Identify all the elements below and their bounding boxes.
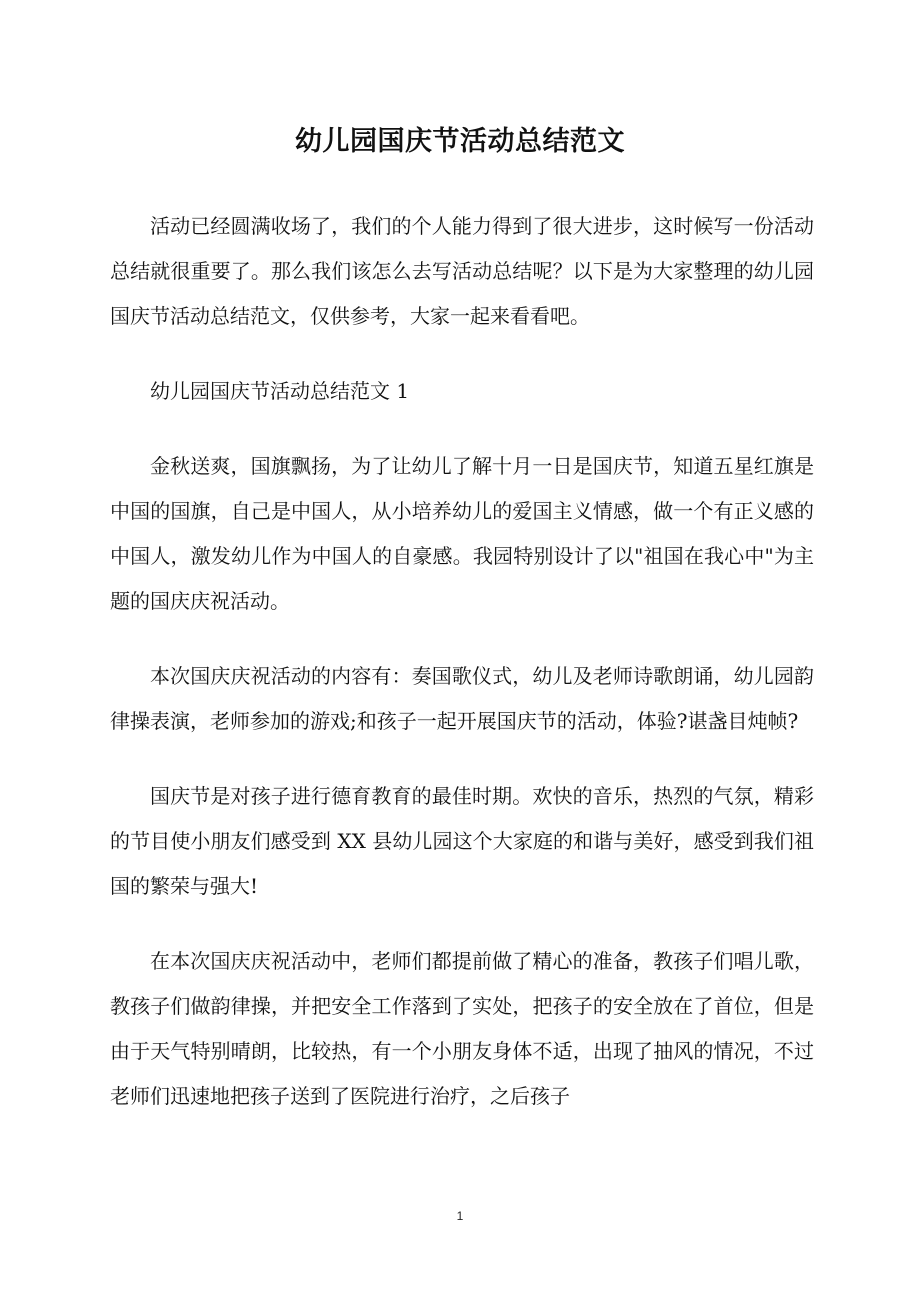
document-title: 幼儿园国庆节活动总结范文 bbox=[295, 126, 625, 157]
body-paragraph: 在本次国庆庆祝活动中，老师们都提前做了精心的准备，教孩子们唱儿歌，教孩子们做韵律操，并把安全工作落到了实处，把孩子的安全放在了首位，但是由于天气特别晴朗，比较热，有一个小朋友身体不适，出现了抽风的情况，不过老师们迅速地把孩子送到了医院进行治疗，之后孩子 bbox=[110, 949, 814, 1108]
intro-paragraph: 活动已经圆满收场了，我们的个人能力得到了很大进步，这时候写一份活动总结就很重要了。那么我们该怎么去写活动总结呢？以下是为大家整理的幼儿园国庆节活动总结范文，仅供参考，大家一起来看看吧。 bbox=[110, 214, 814, 328]
page-number: 1 bbox=[456, 1209, 464, 1223]
document-body bbox=[110, 204, 814, 1149]
section-heading: 幼儿园国庆节活动总结范文 1 bbox=[150, 379, 410, 403]
body-paragraph: 本次国庆庆祝活动的内容有：奏国歌仪式，幼儿及老师诗歌朗诵，幼儿园韵律操表演，老师参加的游戏;和孩子一起开展国庆节的活动，体验?谌盏目炖帧? bbox=[110, 664, 814, 733]
body-paragraph: 金秋送爽，国旗飘扬，为了让幼儿了解十月一日是国庆节，知道五星红旗是中国的国旗，自己是中国人，从小培养幼儿的爱国主义情感，做一个有正义感的中国人，激发幼儿作为中国人的自豪感。我园特别设计了以"祖国在我心中"为主题的国庆庆祝活动。 bbox=[110, 454, 814, 613]
body-paragraph: 国庆节是对孩子进行德育教育的最佳时期。欢快的音乐，热烈的气氛，精彩的节目使小朋友们感受到 XX 县幼儿园这个大家庭的和谐与美好，感受到我们祖国的繁荣与强大! bbox=[110, 784, 814, 898]
